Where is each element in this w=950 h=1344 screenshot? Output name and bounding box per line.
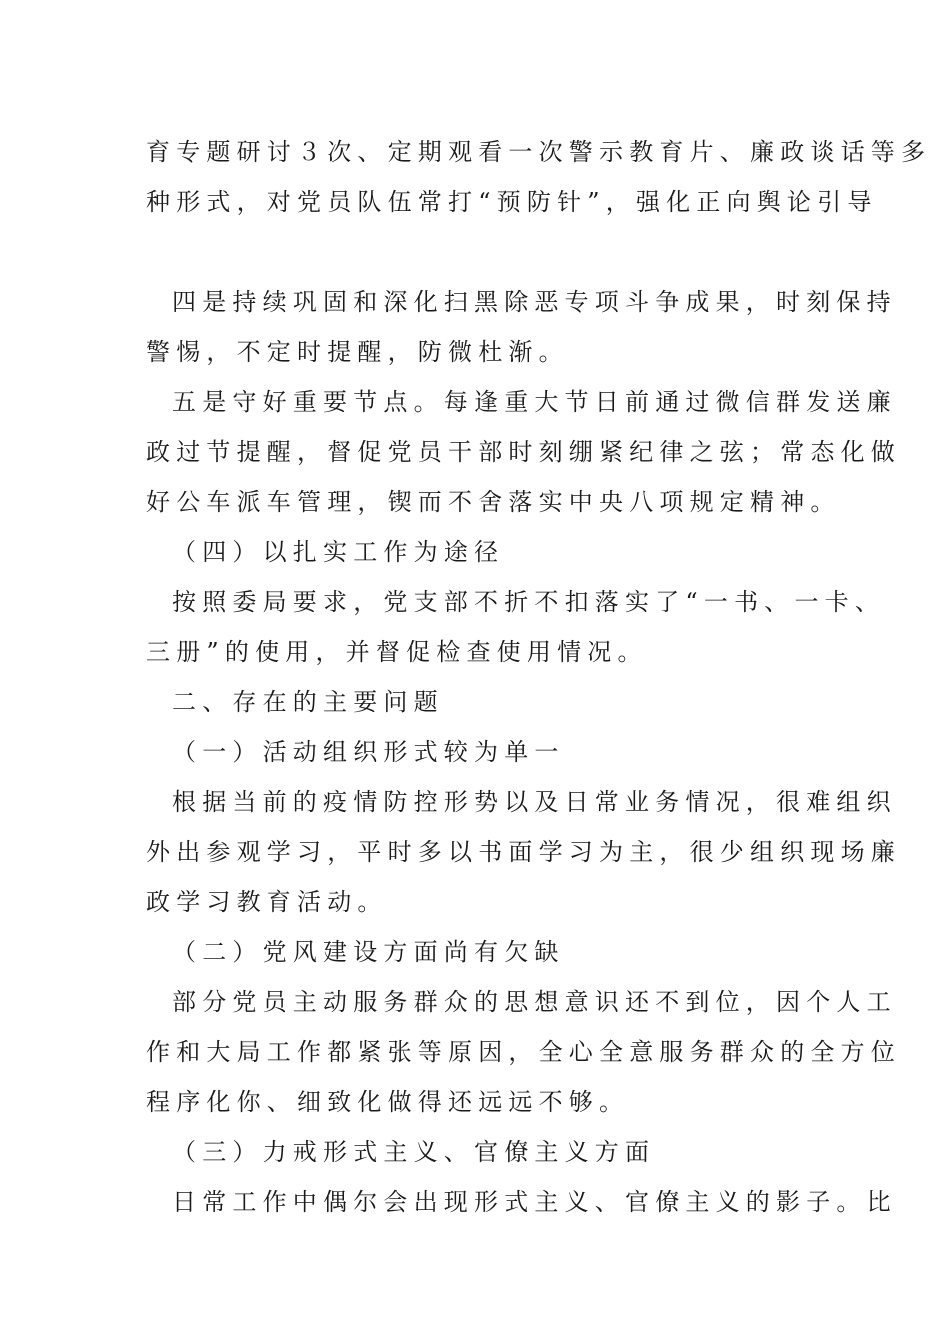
section-heading: 二、存在的主要问题 — [172, 688, 444, 716]
section-heading: （二）党风建设方面尚有欠缺 — [172, 938, 565, 966]
paragraph-line: 四是持续巩固和深化扫黑除恶专项斗争成果，时刻保持 — [172, 288, 897, 316]
section-heading: （一）活动组织形式较为单一 — [172, 738, 565, 766]
paragraph-line: 日常工作中偶尔会出现形式主义、官僚主义的影子。比 — [172, 1188, 897, 1216]
paragraph-line: 部分党员主动服务群众的思想意识还不到位，因个人工 — [172, 988, 897, 1016]
paragraph-line: 种形式，对党员队伍常打“预防针”，强化正向舆论引导 — [146, 188, 878, 216]
paragraph-line: 政过节提醒，督促党员干部时刻绷紧纪律之弦；常态化做 — [146, 438, 901, 466]
paragraph-line: 三册”的使用，并督促检查使用情况。 — [146, 638, 648, 666]
paragraph-line: 育专题研讨３次、定期观看一次警示教育片、廉政谈话等多 — [146, 138, 932, 166]
paragraph-line: 警惕，不定时提醒，防微杜渐。 — [146, 338, 569, 366]
paragraph-line: 根据当前的疫情防控形势以及日常业务情况，很难组织 — [172, 788, 897, 816]
section-heading: （三）力戒形式主义、官僚主义方面 — [172, 1138, 656, 1166]
paragraph-line: 五是守好重要节点。每逢重大节日前通过微信群发送廉 — [172, 388, 897, 416]
paragraph-line: 程序化你、细致化做得还远远不够。 — [146, 1088, 630, 1116]
paragraph-line: 按照委局要求，党支部不折不扣落实了“一书、一卡、 — [172, 588, 886, 616]
paragraph-line: 外出参观学习，平时多以书面学习为主，很少组织现场廉 — [146, 838, 901, 866]
paragraph-line: 好公车派车管理，锲而不舍落实中央八项规定精神。 — [146, 488, 841, 516]
paragraph-line: 政学习教育活动。 — [146, 888, 388, 916]
paragraph-line: 作和大局工作都紧张等原因，全心全意服务群众的全方位 — [146, 1038, 901, 1066]
section-heading: （四）以扎实工作为途径 — [172, 538, 505, 566]
